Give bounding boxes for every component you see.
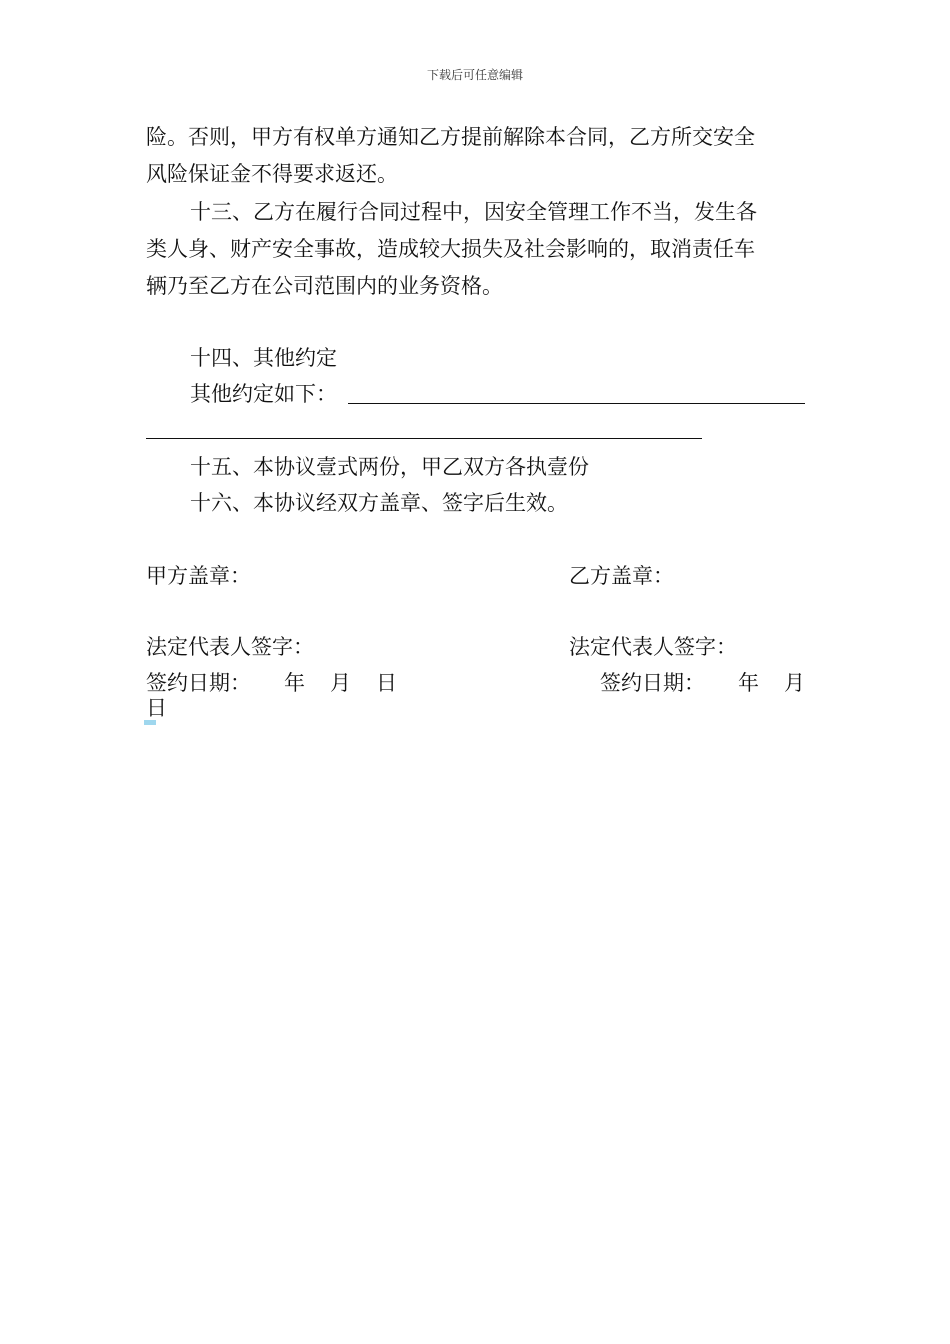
party-b-seal-label: 乙方盖章：	[569, 564, 674, 588]
paragraph-13-line-3: 辆乃至乙方在公司范围内的业务资格。	[146, 274, 503, 298]
party-b-rep-label: 法定代表人签字：	[569, 635, 737, 659]
party-a-rep-label: 法定代表人签字：	[146, 635, 314, 659]
paragraph-13-line-2: 类人身、财产安全事故，造成较大损失及社会影响的，取消责任车	[146, 237, 755, 261]
party-b-date-day: 日	[146, 696, 167, 720]
section-16: 十六、本协议经双方盖章、签字后生效。	[190, 491, 568, 515]
paragraph-13-line-1: 十三、乙方在履行合同过程中，因安全管理工作不当，发生各	[190, 200, 757, 224]
other-terms-label: 其他约定如下：	[190, 382, 337, 406]
paragraph-12-line-2: 风险保证金不得要求返还。	[146, 162, 398, 186]
party-a-date-label: 签约日期：	[146, 671, 251, 695]
section-14-title: 十四、其他约定	[190, 346, 337, 370]
party-a-date-month: 月	[330, 671, 351, 695]
party-b-date-label: 签约日期：	[600, 671, 705, 695]
page-header: 下载后可任意编辑	[426, 68, 523, 82]
party-a-seal-label: 甲方盖章：	[146, 564, 251, 588]
party-a-date-day: 日	[376, 671, 397, 695]
paragraph-12-line-1: 险。否则，甲方有权单方通知乙方提前解除本合同，乙方所交安全	[146, 125, 755, 149]
text-cursor-highlight	[144, 720, 156, 725]
party-b-date-year: 年	[738, 671, 759, 695]
party-a-date-year: 年	[284, 671, 305, 695]
party-b-date-month: 月	[784, 671, 805, 695]
other-terms-blank-line-1	[348, 403, 805, 404]
other-terms-blank-line-2	[146, 438, 702, 439]
section-15: 十五、本协议壹式两份，甲乙双方各执壹份	[190, 455, 589, 479]
